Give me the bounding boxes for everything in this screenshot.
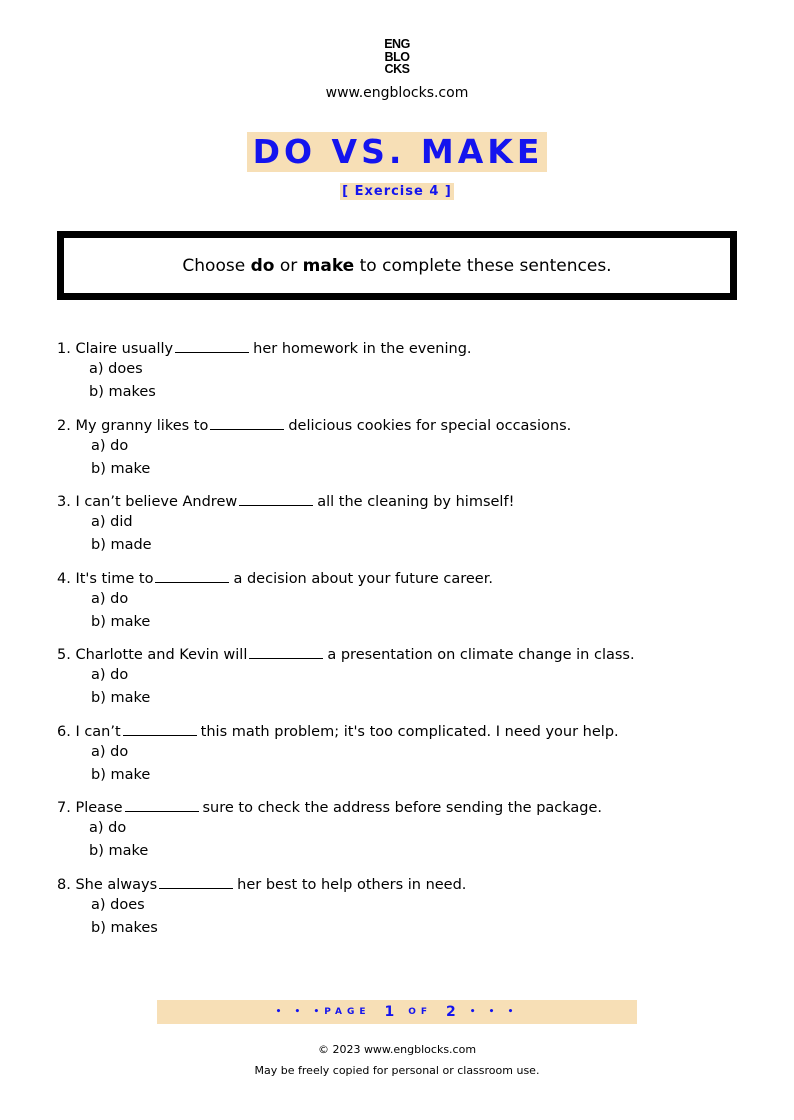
subtitle-wrap [0, 180, 794, 200]
page-word: PAGE [324, 1007, 371, 1017]
instruction-word-do: do [250, 255, 275, 276]
question-prefix: 7. Please [57, 800, 123, 816]
answer-blank [155, 568, 229, 583]
question-prefix: 5. Charlotte and Kevin will [57, 647, 248, 663]
page-total: 2 [446, 1004, 456, 1020]
option-a: a) do [91, 667, 129, 683]
page-current: 1 [384, 1004, 395, 1020]
option-b: b) makes [91, 919, 158, 936]
answer-blank [123, 721, 197, 736]
logo-line-3: CKS [384, 62, 410, 76]
instruction-box [57, 231, 737, 300]
question-5 [57, 644, 737, 721]
question-suffix: delicious cookies for special occasions. [288, 417, 572, 434]
question-suffix: her homework in the evening. [253, 341, 472, 357]
question-suffix: a presentation on climate change in class. [327, 647, 635, 663]
page-title: DO VS. MAKE [247, 132, 548, 172]
question-1 [57, 338, 737, 415]
license-text: May be freely copied for personal or classroom use. [254, 1064, 540, 1077]
logo-line-1: ENG [384, 37, 410, 51]
question-suffix: this math problem; it's too complicated. I need your help. [200, 723, 619, 740]
question-line [57, 644, 737, 664]
option-a: a) do [91, 590, 129, 607]
option-b: b) make [91, 613, 151, 630]
option-a: a) does [91, 896, 145, 913]
engblocks-logo [0, 38, 794, 76]
option-a: a) does [89, 361, 143, 377]
question-prefix: 1. Claire usually [57, 341, 174, 357]
question-line [57, 797, 737, 817]
answer-blank [249, 644, 323, 659]
option-b: b) make [91, 690, 151, 706]
page-dots-right: • • • [469, 1007, 519, 1017]
option-a: a) do [91, 437, 129, 454]
question-2 [57, 415, 737, 492]
question-line [57, 874, 737, 894]
question-suffix: all the cleaning by himself! [317, 494, 515, 510]
title-wrap [0, 132, 794, 172]
question-suffix: a decision about your future career. [233, 570, 493, 587]
question-prefix: 2. My granny likes to [57, 417, 209, 434]
option-a: a) do [89, 820, 127, 836]
of-word: OF [408, 1007, 433, 1017]
answer-blank [239, 491, 313, 506]
question-line [57, 721, 737, 741]
instruction-word-make: make [302, 255, 355, 276]
instruction-after: to complete these sentences. [354, 255, 612, 276]
option-b: b) make [91, 766, 151, 783]
question-6 [57, 721, 737, 798]
option-b: b) makes [89, 384, 156, 400]
question-3 [57, 491, 737, 568]
copyright-text: © 2023 www.engblocks.com [317, 1043, 477, 1056]
question-7 [57, 797, 737, 874]
option-a: a) did [91, 514, 133, 530]
question-prefix: 8. She always [57, 876, 158, 893]
answer-blank [210, 415, 284, 430]
question-prefix: 6. I can’t [57, 723, 121, 740]
option-b: b) make [89, 843, 149, 859]
instruction-text [182, 256, 611, 276]
option-a: a) do [91, 743, 129, 760]
question-prefix: 3. I can’t believe Andrew [57, 494, 238, 510]
instruction-before: Choose [182, 255, 251, 276]
question-suffix: sure to check the address before sending the package. [202, 800, 603, 816]
answer-blank [125, 797, 199, 812]
instruction-middle: or [274, 255, 303, 276]
page-indicator [157, 1000, 637, 1024]
site-url: www.engblocks.com [325, 85, 469, 101]
logo-line-2: BLO [384, 49, 410, 64]
option-b: b) make [91, 460, 151, 477]
question-prefix: 4. It's time to [57, 570, 154, 587]
question-8 [57, 874, 737, 951]
question-list [57, 338, 737, 950]
answer-blank [175, 338, 249, 353]
question-suffix: her best to help others in need. [237, 876, 467, 893]
option-b: b) made [91, 537, 152, 553]
answer-blank [159, 874, 233, 889]
page-dots-left: • • • [275, 1007, 325, 1017]
question-line [57, 491, 737, 511]
question-line [57, 338, 737, 358]
question-line [57, 415, 737, 435]
question-line [57, 568, 737, 588]
exercise-label: [ Exercise 4 ] [342, 184, 452, 199]
question-4 [57, 568, 737, 645]
